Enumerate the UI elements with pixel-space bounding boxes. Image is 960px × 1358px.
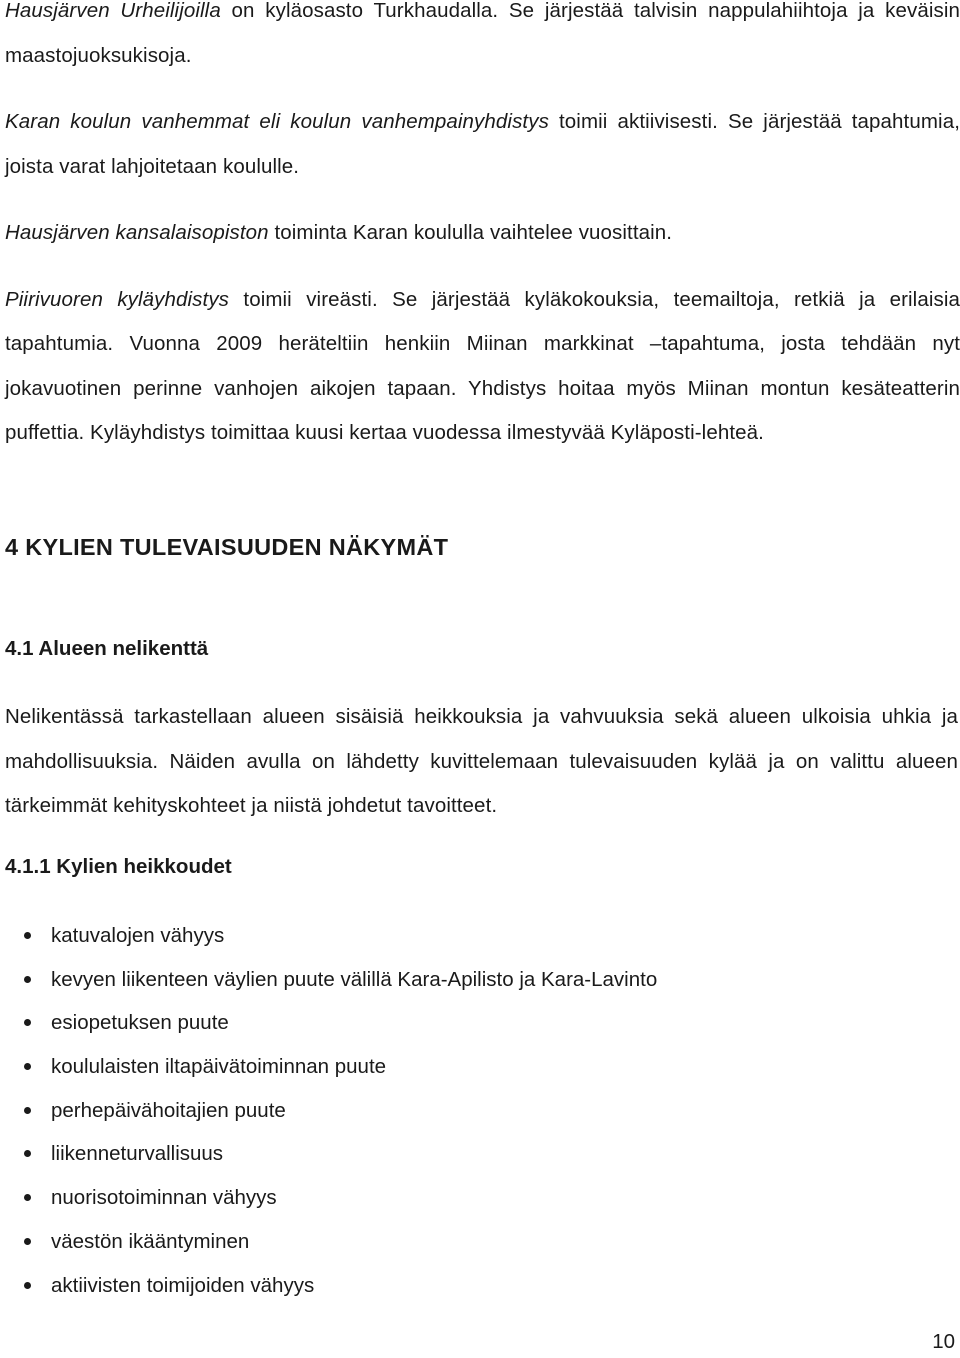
paragraph-text: toimii vireästi. Se järjestää kyläkokouksia, teemailtoja, retkiä ja erilaisia tapahtumia. Vuonna 2009 heräteltiin henkiin Miinan markkinat –tapahtuma, josta tehdään nyt jokavuotinen perinne vanhojen aikojen tapaan. Yhdistys hoitaa myös Miinan montun kesäteatterin puffettia. Kyläyhdistys toimittaa kuusi kertaa vuodessa ilmestyvää Kyläposti-lehteä. (5, 287, 960, 444)
list-item-text: nuorisotoiminnan vähyys (51, 1186, 277, 1210)
list-item (5, 914, 657, 958)
page-number: 10 (932, 1330, 955, 1353)
bullet-icon (24, 1238, 31, 1245)
intro-section (5, 0, 960, 456)
section-heading-4-1: 4.1 Alueen nelikenttä (5, 637, 209, 660)
paragraph-kylayhdistys (5, 278, 960, 456)
org-name-kansalaisopisto: Hausjärven kansalaisopiston (5, 221, 269, 244)
paragraph-text: toiminta Karan koululla vaihtelee vuosittain. (268, 221, 673, 244)
org-name-kylayhdistys: Piirivuoren kyläyhdistys (5, 287, 230, 311)
bullet-icon (24, 1194, 31, 1201)
list-item (5, 1264, 657, 1308)
section-heading-4-1-1: 4.1.1 Kylien heikkoudet (5, 855, 232, 878)
list-item-text: esiopetuksen puute (51, 1011, 229, 1035)
list-item (5, 1089, 657, 1133)
list-item (5, 1001, 657, 1045)
list-item-text: väestön ikääntyminen (51, 1229, 250, 1253)
list-item (5, 1176, 657, 1220)
section-heading-4: 4 KYLIEN TULEVAISUUDEN NÄKYMÄT (5, 534, 449, 560)
org-name-urheilijat: Hausjärven Urheilijoilla (5, 0, 221, 22)
list-item-text: perhepäivähoitajien puute (51, 1098, 286, 1122)
bullet-icon (24, 1019, 31, 1026)
paragraph-vanhempainyhdistys (5, 100, 960, 189)
bullet-icon (24, 1150, 31, 1157)
bullet-icon (24, 976, 31, 983)
section-4-1-body (5, 695, 958, 829)
list-item-text: kevyen liikenteen väylien puute välillä Kara-Apilisto ja Kara-Lavinto (51, 967, 658, 991)
list-item-text: liikenneturvallisuus (51, 1142, 224, 1166)
bullet-icon (24, 1107, 31, 1114)
paragraph-kansalaisopisto (5, 211, 960, 256)
list-item (5, 1132, 657, 1176)
list-item-text: katuvalojen vähyys (51, 924, 225, 947)
list-item (5, 958, 657, 1002)
org-name-vanhempainyhdistys: Karan koulun vanhemmat eli koulun vanhempainyhdistys (5, 110, 549, 133)
bullet-icon (24, 1063, 31, 1070)
paragraph-text: on kyläosasto Turkhaudalla. Se järjestää talvisin nappulahiihtoja ja keväisin maastojuoksukisoja. (5, 0, 960, 67)
list-item (5, 1220, 657, 1264)
paragraph-nelikentta: Nelikentässä tarkastellaan alueen sisäisiä heikkouksia ja vahvuuksia sekä alueen ulkoisia uhkia ja mahdollisuuksia. Näiden avulla on lähdetty kuvittelemaan tulevaisuuden kylää ja on valittu alueen tärkeimmät kehityskohteet ja niistä johdetut tavoitteet. (5, 705, 958, 817)
list-item-text: aktiivisten toimijoiden vähyys (51, 1273, 315, 1297)
bullet-icon (24, 932, 31, 939)
bullet-icon (24, 1282, 31, 1289)
weaknesses-list (5, 914, 657, 1307)
paragraph-text: toimii aktiivisesti. Se järjestää tapahtumia, joista varat lahjoitetaan koululle. (5, 110, 960, 178)
list-item (5, 1045, 657, 1089)
list-item-text: koululaisten iltapäivätoiminnan puute (51, 1055, 387, 1079)
paragraph-urheilijat (5, 0, 960, 78)
